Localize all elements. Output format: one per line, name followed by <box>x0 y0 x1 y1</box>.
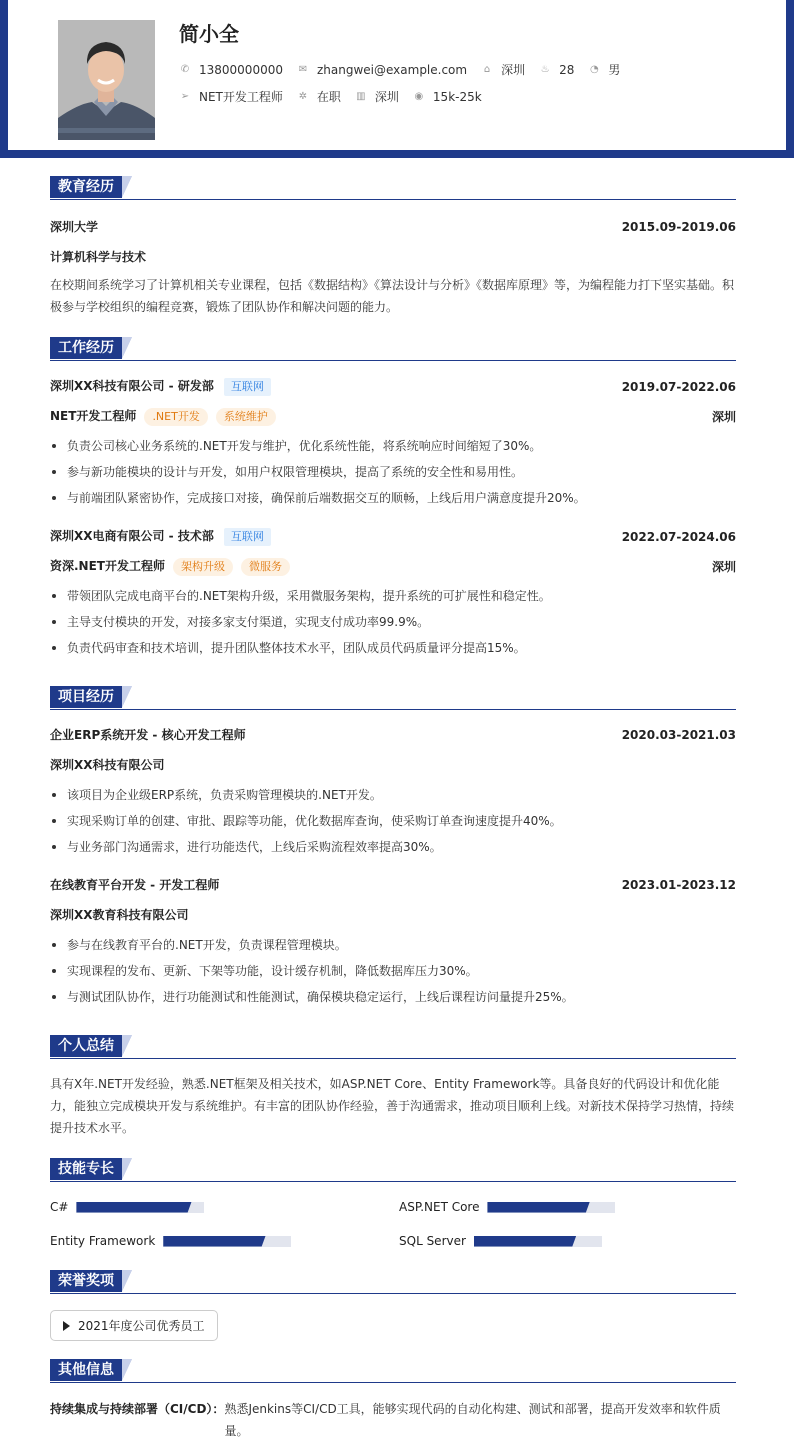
section-label-decoration <box>122 1158 134 1180</box>
position-item <box>179 88 283 105</box>
target-city-text: 深圳 <box>374 90 399 104</box>
gear-icon: ✲ <box>298 90 308 102</box>
project-period: 2023.01-2023.12 <box>621 877 736 892</box>
school-name: 深圳大学 <box>50 220 99 234</box>
work-section-title <box>50 337 736 361</box>
job-period: 2019.07-2022.06 <box>621 379 736 394</box>
salary-item <box>413 90 482 104</box>
section-label-decoration <box>122 1359 134 1381</box>
skills-section-title <box>50 1158 736 1182</box>
skill-name: C# <box>50 1200 69 1214</box>
job-company-text: 深圳XX科技有限公司 - 研发部 <box>50 379 214 393</box>
job-2-header-row <box>50 527 736 546</box>
job-role-text: 资深.NET开发工程师 <box>50 559 165 573</box>
skill-level-bar <box>487 1202 615 1213</box>
list-item: 负责公司核心业务系统的.NET开发与维护，优化系统性能，将系统响应时间缩短了30%。 <box>50 433 736 459</box>
skill-level-fill <box>487 1202 589 1213</box>
phone-text: 13800000000 <box>199 62 283 77</box>
list-item: 带领团队完成电商平台的.NET架构升级，采用微服务架构，提升系统的可扩展性和稳定性。 <box>50 583 736 609</box>
skill-level-fill <box>163 1236 265 1247</box>
skill-tag: .NET开发 <box>144 408 207 426</box>
job-1-bullets <box>50 433 736 511</box>
education-header-row <box>50 218 736 235</box>
honors-section-title <box>50 1270 736 1294</box>
avatar <box>58 20 155 140</box>
job-company <box>50 377 271 396</box>
email-text: zhangwei@example.com <box>316 62 468 77</box>
list-item: 主导支付模块的开发，对接多家支付渠道，实现支付成功率99.9%。 <box>50 609 736 635</box>
coin-icon: ◉ <box>414 90 424 102</box>
header-bottom-border <box>0 150 794 158</box>
section-label-decoration <box>122 337 134 359</box>
project-name: 在线教育平台开发 - 开发工程师 <box>50 878 220 892</box>
honor-item[interactable] <box>50 1310 218 1341</box>
city-item <box>481 61 525 78</box>
education-description: 在校期间系统学习了计算机相关专业课程，包括《数据结构》《算法设计与分析》《数据库原理》等，为编程能力打下坚实基础。积极参与学校组织的编程竞赛，锻炼了团队协作和解决问题的能力。 <box>50 278 735 314</box>
job-role-text: NET开发工程师 <box>50 409 137 423</box>
job-city: 深圳 <box>711 410 736 424</box>
target-city-item <box>355 88 399 105</box>
list-item: 实现采购订单的创建、审批、跟踪等功能，优化数据库查询，使采购订单查询速度提升40%。 <box>50 808 736 834</box>
salary-text: 15k-25k <box>432 89 482 104</box>
skill-name: Entity Framework <box>50 1234 156 1248</box>
job-1-header-row <box>50 377 736 396</box>
avatar-photo <box>58 20 155 140</box>
section-label-decoration <box>122 176 134 198</box>
mail-icon: ✉ <box>298 63 308 75</box>
section-label: 工作经历 <box>50 337 122 359</box>
frame-right-border <box>786 0 794 158</box>
phone-icon: ✆ <box>180 63 190 75</box>
honor-text: 2021年度公司优秀员工 <box>78 1319 205 1333</box>
section-label: 荣誉奖项 <box>50 1270 122 1292</box>
list-item: 与测试团队协作，进行功能测试和性能测试，确保模块稳定运行，上线后课程访问量提升25%。 <box>50 984 736 1010</box>
project-2-bullets <box>50 932 736 1010</box>
industry-badge: 互联网 <box>224 528 271 546</box>
contact-row <box>179 61 634 78</box>
major-name: 计算机科学与技术 <box>50 250 147 264</box>
list-item: 实现课程的发布、更新、下架等功能，设计缓存机制，降低数据库压力30%。 <box>50 958 736 984</box>
list-item: 参与在线教育平台的.NET开发，负责课程管理模块。 <box>50 932 736 958</box>
summary-section-title <box>50 1035 736 1059</box>
building-icon: ▥ <box>356 90 366 102</box>
project-2-header-row <box>50 876 736 893</box>
section-label: 其他信息 <box>50 1359 122 1381</box>
gender-icon: ◔ <box>590 63 599 75</box>
skill-name: SQL Server <box>399 1234 466 1248</box>
job-role <box>50 407 276 426</box>
job-company <box>50 527 271 546</box>
section-label: 项目经历 <box>50 686 122 708</box>
section-label: 教育经历 <box>50 176 122 198</box>
other-info-value: 熟悉Jenkins等CI/CD工具，能够实现代码的自动化构建、测试和部署，提高开发效率和软件质量。 <box>224 1402 721 1438</box>
email-item <box>297 63 467 77</box>
skill-item <box>50 1234 291 1248</box>
skill-tag: 微服务 <box>241 558 290 576</box>
project-company: 深圳XX教育科技有限公司 <box>50 908 189 922</box>
job-2-bullets <box>50 583 736 661</box>
skill-item <box>399 1200 615 1214</box>
project-2-company-row <box>50 906 736 923</box>
project-company: 深圳XX科技有限公司 <box>50 758 165 772</box>
job-city: 深圳 <box>711 560 736 574</box>
section-label-decoration <box>122 1035 134 1057</box>
skill-level-fill <box>474 1236 576 1247</box>
skill-level-bar <box>163 1236 291 1247</box>
age-text: 28 <box>559 62 575 77</box>
job-2-role-row <box>50 557 736 576</box>
skill-level-bar <box>76 1202 204 1213</box>
education-period: 2015.09-2019.06 <box>621 219 736 234</box>
skill-item <box>399 1234 602 1248</box>
summary-text: 具有X年.NET开发经验，熟悉.NET框架及相关技术，如ASP.NET Core、Entity Framework等。具备良好的代码设计和优化能力，能独立完成模块开发与系统维护。有丰富的团队协作经验，善于沟通需求，推动项目顺利上线。对新技术保持学习热情，持续提升技术水平。 <box>50 1077 735 1135</box>
industry-badge: 互联网 <box>224 378 271 396</box>
position-text: NET开发工程师 <box>199 90 283 104</box>
home-icon: ⌂ <box>483 63 491 75</box>
section-label-decoration <box>122 1270 134 1292</box>
skill-item <box>50 1200 204 1214</box>
status-item <box>297 88 341 105</box>
section-label: 个人总结 <box>50 1035 122 1057</box>
candidate-name: 简小全 <box>179 22 239 46</box>
section-label-decoration <box>122 686 134 708</box>
list-item: 与业务部门沟通需求，进行功能迭代，上线后采购流程效率提高30%。 <box>50 834 736 860</box>
project-name: 企业ERP系统开发 - 核心开发工程师 <box>50 728 246 742</box>
projects-section-title <box>50 686 736 710</box>
other-info-key: 持续集成与持续部署（CI/CD）： <box>50 1402 225 1416</box>
skill-level-bar <box>474 1236 602 1247</box>
project-1-bullets <box>50 782 736 860</box>
skill-name: ASP.NET Core <box>399 1200 480 1214</box>
list-item: 该项目为企业级ERP系统，负责采购管理模块的.NET开发。 <box>50 782 736 808</box>
project-period: 2020.03-2021.03 <box>621 727 736 742</box>
project-1-company-row <box>50 756 736 773</box>
skill-level-fill <box>76 1202 191 1213</box>
list-item: 与前端团队紧密协作，完成接口对接，确保前后端数据交互的顺畅，上线后用户满意度提升20%。 <box>50 485 736 511</box>
section-label: 技能专长 <box>50 1158 122 1180</box>
list-item: 参与新功能模块的设计与开发，如用户权限管理模块，提高了系统的安全性和易用性。 <box>50 459 736 485</box>
major-row <box>50 248 736 265</box>
age-item <box>539 63 574 77</box>
gender-item <box>588 61 620 78</box>
skill-tag: 系统维护 <box>216 408 276 426</box>
job-company-text: 深圳XX电商有限公司 - 技术部 <box>50 529 214 543</box>
education-section-title <box>50 176 736 200</box>
send-icon: ➢ <box>180 90 190 102</box>
frame-left-border <box>0 0 8 158</box>
job-intent-row <box>179 88 496 105</box>
caret-right-icon <box>63 1321 70 1331</box>
list-item: 负责代码审查和技术培训，提升团队整体技术水平，团队成员代码质量评分提高15%。 <box>50 635 736 661</box>
phone-item <box>179 63 283 77</box>
skill-tag: 架构升级 <box>173 558 233 576</box>
city-text: 深圳 <box>501 63 526 77</box>
status-text: 在职 <box>316 90 341 104</box>
project-1-header-row <box>50 726 736 743</box>
gender-text: 男 <box>608 63 621 77</box>
other-info-row <box>50 1398 736 1442</box>
cake-icon: ♨ <box>540 63 550 75</box>
job-role <box>50 557 290 576</box>
job-1-role-row <box>50 407 736 426</box>
job-period: 2022.07-2024.06 <box>621 529 736 544</box>
other-section-title <box>50 1359 736 1383</box>
